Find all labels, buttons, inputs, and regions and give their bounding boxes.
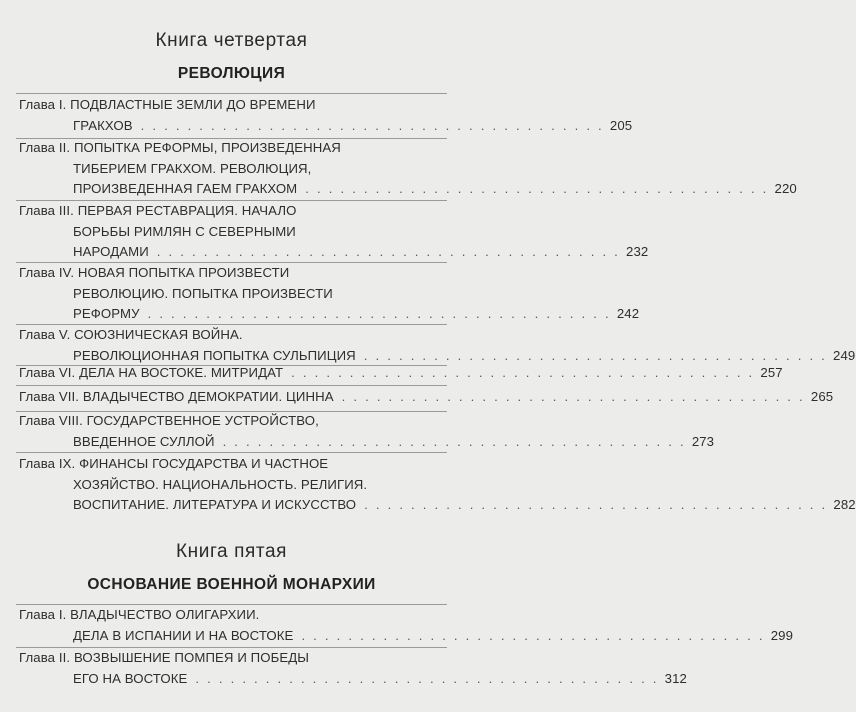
toc-entry[interactable] bbox=[19, 263, 640, 325]
entry-line: Глава I. ВЛАДЫЧЕСТВО ОЛИГАРХИИ. bbox=[19, 607, 260, 622]
entry-line: Глава II. ПОПЫТКА РЕФОРМЫ, ПРОИЗВЕДЕННАЯ bbox=[19, 140, 341, 155]
dot-leader: . . . . . . . . . . . . . . . . . . . . . . . . . . . . . . . . . . . . . . . . bbox=[140, 117, 604, 133]
toc-entry[interactable] bbox=[19, 363, 783, 384]
page-number: 232 bbox=[626, 244, 649, 259]
entry-last-line bbox=[19, 495, 856, 516]
entry-line: Глава VIII. ГОСУДАРСТВЕННОЕ УСТРОЙСТВО, bbox=[19, 413, 319, 428]
entry-line: БОРЬБЫ РИМЛЯН С СЕВЕРНЫМИ bbox=[73, 223, 296, 239]
entry-line: ПРОИЗВЕДЕННАЯ ГАЕМ ГРАКХОМ bbox=[73, 181, 298, 196]
page-number: 220 bbox=[774, 181, 797, 196]
dot-leader: . . . . . . . . . . . . . . . . . . . . . . . . . . . . . . . . . . . . . . . . bbox=[301, 627, 765, 643]
entry-last-line bbox=[19, 669, 687, 690]
dot-leader: . . . . . . . . . . . . . . . . . . . . . . . . . . . . . . . . . . . . . . . . bbox=[291, 365, 755, 380]
toc-entry[interactable] bbox=[19, 325, 856, 366]
entry-last-line bbox=[19, 363, 783, 384]
page-number: 282 bbox=[833, 497, 856, 512]
dot-leader: . . . . . . . . . . . . . . . . . . . . . . . . . . . . . . . . . . . . . . . . bbox=[364, 497, 828, 512]
dot-leader: . . . . . . . . . . . . . . . . . . . . . . . . . . . . . . . . . . . . . . . . bbox=[156, 244, 621, 259]
toc-entry[interactable] bbox=[19, 387, 834, 408]
dot-leader: . . . . . . . . . . . . . . . . . . . . . . . . . . . . . . . . . . . . . . . . bbox=[305, 181, 769, 196]
entry-last-line bbox=[19, 179, 797, 200]
entry-last-line bbox=[19, 242, 649, 263]
entry-line: РЕФОРМУ bbox=[73, 306, 140, 321]
entry-line: Глава V. СОЮЗНИЧЕСКАЯ ВОЙНА. bbox=[19, 327, 243, 342]
page-number: 273 bbox=[691, 433, 715, 449]
page-number: 249 bbox=[833, 347, 856, 363]
entry-line: ТИБЕРИЕМ ГРАКХОМ. РЕВОЛЮЦИЯ, bbox=[73, 160, 312, 176]
entry-line: ДЕЛА В ИСПАНИИ И НА ВОСТОКЕ bbox=[73, 627, 294, 643]
book4-part-title: РЕВОЛЮЦИЯ bbox=[177, 65, 286, 82]
dot-leader: . . . . . . . . . . . . . . . . . . . . . . . . . . . . . . . . . . . . . . . . bbox=[222, 433, 686, 449]
book5-title: Книга пятая bbox=[175, 541, 288, 562]
entry-last-line bbox=[19, 116, 633, 137]
dot-leader: . . . . . . . . . . . . . . . . . . . . . . . . . . . . . . . . . . . . . . . . bbox=[147, 306, 611, 321]
entry-line: ВОСПИТАНИЕ. ЛИТЕРАТУРА И ИСКУССТВО bbox=[73, 497, 357, 512]
entry-line: Глава VI. ДЕЛА НА ВОСТОКЕ. МИТРИДАТ bbox=[19, 365, 284, 380]
entry-line: Глава VII. ВЛАДЫЧЕСТВО ДЕМОКРАТИИ. ЦИННА bbox=[19, 389, 334, 404]
divider bbox=[16, 385, 447, 386]
page-number: 312 bbox=[664, 670, 687, 686]
entry-line: Глава III. ПЕРВАЯ РЕСТАВРАЦИЯ. НАЧАЛО bbox=[19, 203, 297, 218]
entry-line: Глава II. ВОЗВЫШЕНИЕ ПОМПЕЯ И ПОБЕДЫ bbox=[19, 650, 310, 665]
entry-last-line bbox=[19, 304, 640, 325]
entry-line: Глава IX. ФИНАНСЫ ГОСУДАРСТВА И ЧАСТНОЕ bbox=[19, 456, 329, 471]
entry-line: ХОЗЯЙСТВО. НАЦИОНАЛЬНОСТЬ. РЕЛИГИЯ. bbox=[73, 476, 368, 492]
entry-last-line bbox=[19, 432, 715, 453]
dot-leader: . . . . . . . . . . . . . . . . . . . . . . . . . . . . . . . . . . . . . . . . bbox=[363, 347, 828, 363]
page-number: 265 bbox=[810, 389, 834, 404]
divider bbox=[16, 93, 447, 94]
entry-last-line bbox=[19, 626, 794, 647]
dot-leader: . . . . . . . . . . . . . . . . . . . . . . . . . . . . . . . . . . . . . . . . bbox=[341, 389, 805, 404]
toc-entry[interactable] bbox=[19, 454, 856, 516]
toc-entry[interactable] bbox=[19, 605, 794, 646]
entry-line: ВВЕДЕННОЕ СУЛЛОЙ bbox=[73, 433, 215, 449]
page-number: 205 bbox=[609, 117, 633, 133]
entry-last-line bbox=[19, 387, 834, 408]
toc-entry[interactable] bbox=[19, 411, 715, 452]
toc-entry[interactable] bbox=[19, 138, 797, 200]
page-number: 299 bbox=[770, 627, 794, 643]
page-number: 242 bbox=[616, 306, 640, 321]
entry-line: РЕВОЛЮЦИЮ. ПОПЫТКА ПРОИЗВЕСТИ bbox=[73, 285, 333, 301]
dot-leader: . . . . . . . . . . . . . . . . . . . . . . . . . . . . . . . . . . . . . . . . bbox=[195, 670, 659, 686]
book4-title: Книга четвертая bbox=[155, 30, 308, 51]
toc-entry[interactable] bbox=[19, 201, 649, 263]
entry-line: Глава IV. НОВАЯ ПОПЫТКА ПРОИЗВЕСТИ bbox=[19, 265, 290, 280]
entry-line: ЕГО НА ВОСТОКЕ bbox=[73, 670, 188, 686]
divider bbox=[16, 452, 447, 453]
entry-line: НАРОДАМИ bbox=[73, 244, 149, 259]
book5-part-title: ОСНОВАНИЕ ВОЕННОЙ МОНАРХИИ bbox=[87, 576, 376, 593]
page-number: 257 bbox=[760, 365, 783, 380]
entry-line: ГРАКХОВ bbox=[73, 117, 133, 133]
entry-line: РЕВОЛЮЦИОННАЯ ПОПЫТКА СУЛЬПИЦИЯ bbox=[73, 347, 356, 363]
entry-line: Глава I. ПОДВЛАСТНЫЕ ЗЕМЛИ ДО ВРЕМЕНИ bbox=[19, 97, 316, 112]
toc-entry[interactable] bbox=[19, 95, 633, 136]
toc-entry[interactable] bbox=[19, 648, 687, 689]
